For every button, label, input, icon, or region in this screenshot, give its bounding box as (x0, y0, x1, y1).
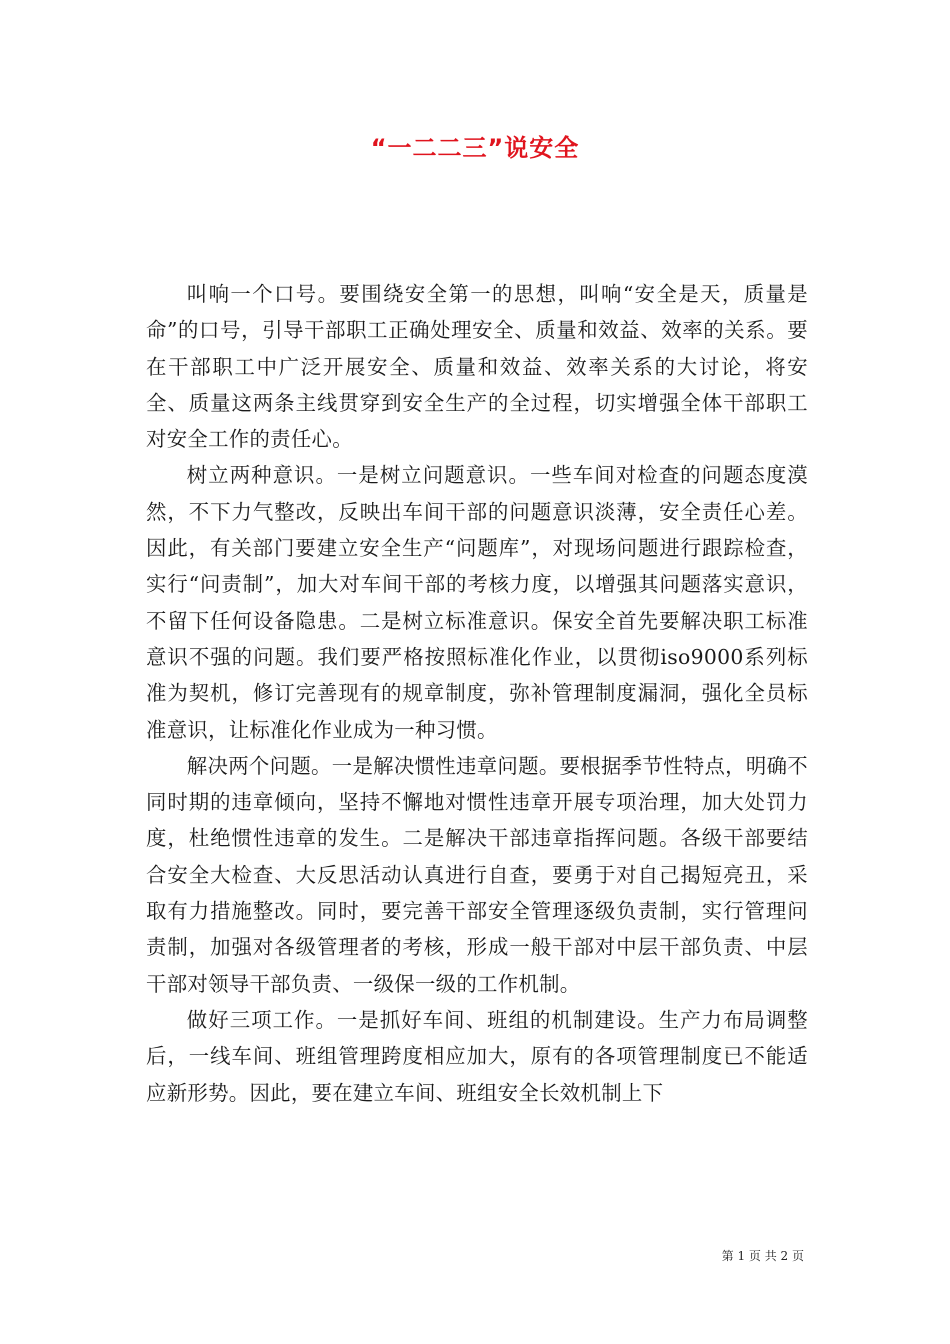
paragraph-slogan: 叫响一个口号。要围绕安全第一的思想，叫响“安全是天，质量是命”的口号，引导干部职工正确处理安全、质量和效益、效率的关系。要在干部职工中广泛开展安全、质量和效益、效率关系的大讨论，将安全、质量这两条主线贯穿到安全生产的全过程，切实增强全体干部职工对安全工作的责任心。 (146, 282, 808, 452)
paragraph-tasks: 做好三项工作。一是抓好车间、班组的机制建设。生产力布局调整后，一线车间、班组管理跨度相应加大，原有的各项管理制度已不能适应新形势。因此，要在建立车间、班组安全长效机制上下 (146, 1007, 808, 1105)
page-number: 第 1 页 共 2 页 (721, 1249, 804, 1263)
paragraph-problems: 解决两个问题。一是解决惯性违章问题。要根据季节性特点，明确不同时期的违章倾向，坚持不懈地对惯性违章开展专项治理，加大处罚力度，杜绝惯性违章的发生。二是解决干部违章指挥问题。各级干部要结合安全大检查、大反思活动认真进行自查，要勇于对自己揭短亮丑，采取有力措施整改。同时，要完善干部安全管理逐级负责制，实行管理问责制，加强对各级管理者的考核，形成一般干部对中层干部负责、中层干部对领导干部负责、一级保一级的工作机制。 (146, 753, 808, 996)
document-body (146, 276, 808, 1111)
document-title: “一二二三”说安全 (370, 134, 580, 162)
paragraph-awareness: 树立两种意识。一是树立问题意识。一些车间对检查的问题态度漠然，不下力气整改，反映出车间干部的问题意识淡薄，安全责任心差。因此，有关部门要建立安全生产“问题库”，对现场问题进行跟踪检查，实行“问责制”，加大对车间干部的考核力度，以增强其问题落实意识，不留下任何设备隐患。二是树立标准意识。保安全首先要解决职工标准意识不强的问题。我们要严格按照标准化作业，以贯彻iso9000系列标准为契机，修订完善现有的规章制度，弥补管理制度漏洞，强化全员标准意识，让标准化作业成为一种习惯。 (146, 463, 808, 742)
